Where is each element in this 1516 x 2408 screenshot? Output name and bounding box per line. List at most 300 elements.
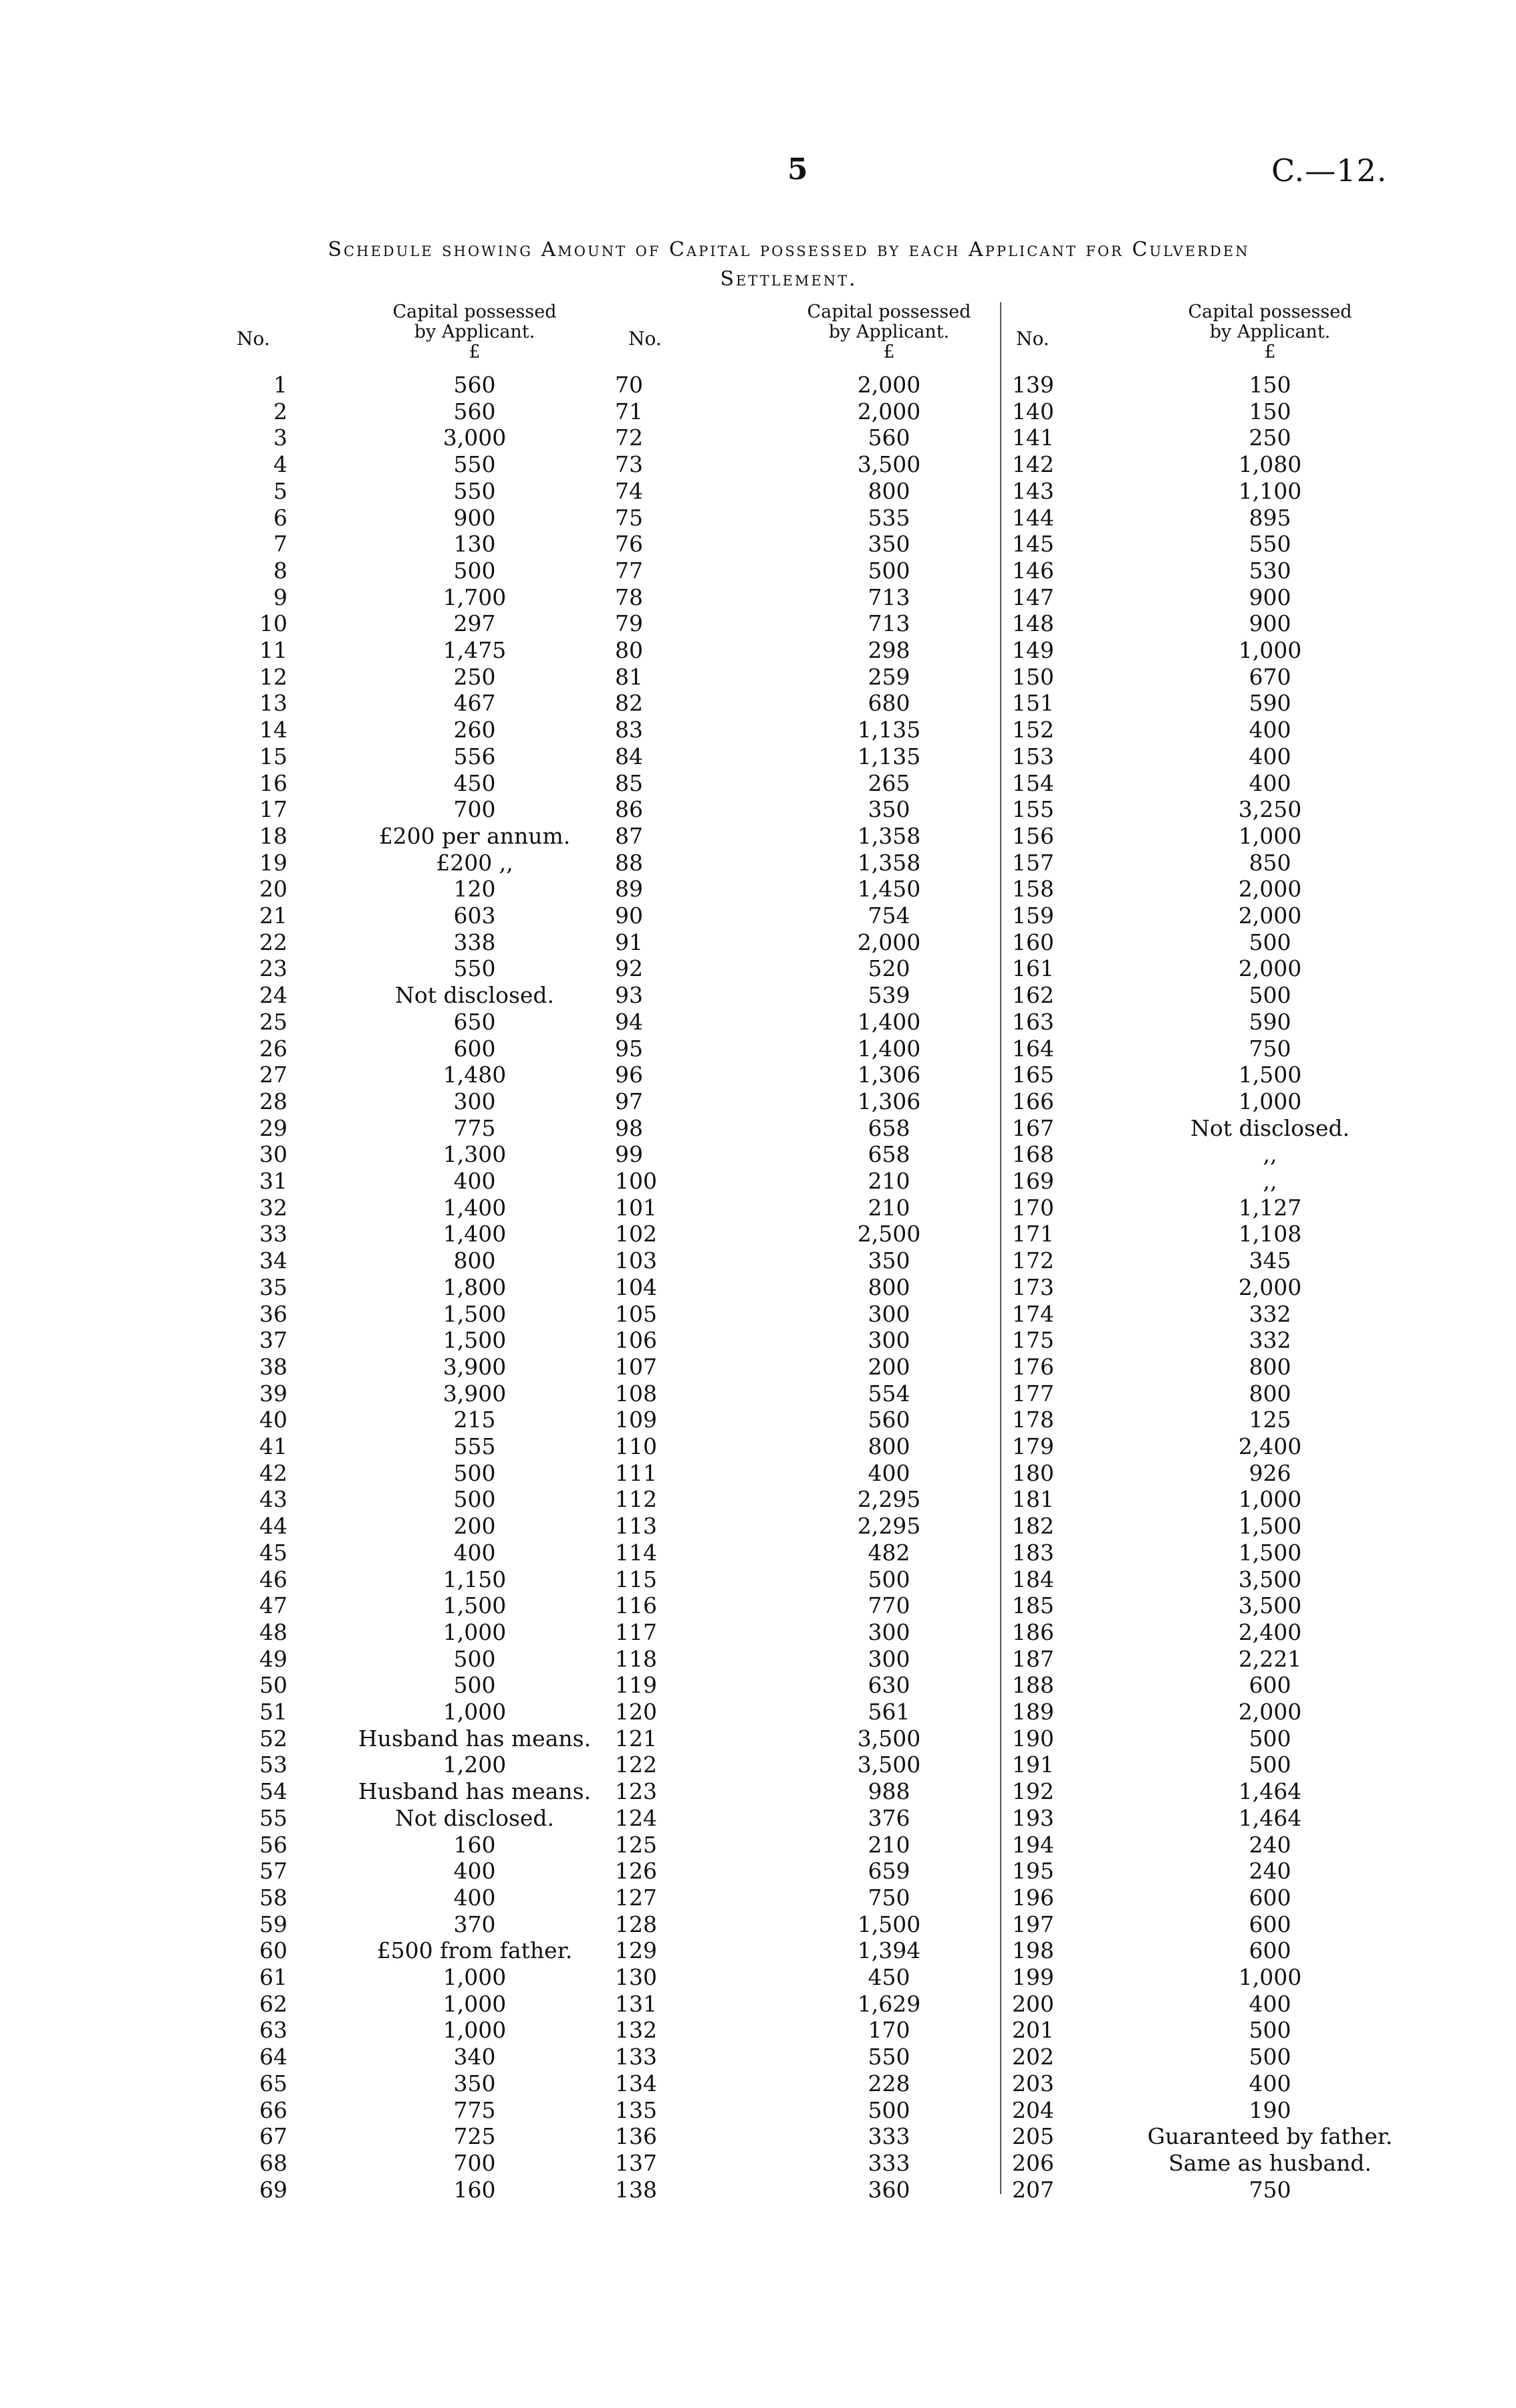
capital-amount: 350: [453, 2070, 496, 2096]
capital-amount: 600: [1249, 1672, 1291, 1699]
applicant-number: 82: [615, 690, 643, 717]
applicant-number: 28: [259, 1088, 287, 1114]
capital-amount: 120: [453, 876, 496, 902]
column-header-capital: [307, 302, 642, 362]
applicant-number: 59: [259, 1911, 287, 1937]
applicant-number: 57: [259, 1858, 287, 1885]
applicant-number: 201: [1012, 2017, 1054, 2044]
capital-amount: 926: [1249, 1459, 1291, 1486]
applicant-number: 160: [1012, 929, 1054, 955]
applicant-number: 42: [259, 1459, 287, 1486]
applicant-number: 71: [615, 398, 643, 425]
applicant-number: 117: [615, 1618, 657, 1645]
applicant-number: 16: [259, 769, 287, 796]
capital-amount: 500: [453, 1459, 496, 1486]
applicant-number: 116: [615, 1592, 657, 1619]
applicant-number: 165: [1012, 1062, 1054, 1088]
applicant-number: 175: [1012, 1327, 1054, 1354]
capital-amount: 1,000: [1238, 637, 1302, 663]
applicant-number: 157: [1012, 849, 1054, 876]
applicant-number: 32: [259, 1194, 287, 1221]
capital-amount: 1,500: [443, 1300, 507, 1327]
capital-amount: 770: [868, 1592, 910, 1619]
capital-amount: 350: [868, 1247, 910, 1274]
capital-amount: 680: [868, 690, 910, 717]
capital-amount: 658: [868, 1114, 910, 1141]
applicant-number: 147: [1012, 584, 1054, 610]
capital-amount: 160: [453, 1831, 496, 1858]
capital-amount: 539: [868, 982, 910, 1009]
applicant-number: 174: [1012, 1300, 1054, 1327]
applicant-number: 80: [615, 637, 643, 663]
capital-amount: 2,000: [1238, 1274, 1302, 1300]
capital-amount: 550: [453, 955, 496, 982]
capital-amount: 400: [453, 1539, 496, 1566]
capital-header-line-2: by Applicant.: [828, 322, 950, 342]
applicant-number: 17: [259, 796, 287, 823]
capital-amount: 603: [453, 902, 496, 929]
applicant-number: 56: [259, 1831, 287, 1858]
applicant-number: 112: [615, 1486, 657, 1513]
applicant-number: 194: [1012, 1831, 1054, 1858]
applicant-number: 65: [259, 2070, 287, 2096]
applicant-number: 40: [259, 1407, 287, 1433]
capital-amount: 800: [868, 477, 910, 504]
applicant-number: 96: [615, 1062, 643, 1088]
capital-header-line-1: Capital possessed: [1188, 302, 1352, 322]
applicant-number: 84: [615, 743, 643, 769]
capital-amount: 520: [868, 955, 910, 982]
applicant-number: 100: [615, 1168, 657, 1194]
capital-amount: 550: [453, 477, 496, 504]
applicant-number: 77: [615, 557, 643, 584]
capital-amount: 1,306: [857, 1062, 921, 1088]
capital-header-line-2: by Applicant.: [1209, 322, 1331, 342]
capital-amount: 150: [1249, 398, 1291, 425]
applicant-number: 5: [273, 477, 287, 504]
applicant-number: 203: [1012, 2070, 1054, 2096]
applicant-number: 140: [1012, 398, 1054, 425]
applicant-number: 142: [1012, 451, 1054, 478]
applicant-number: 187: [1012, 1645, 1054, 1672]
capital-amount: 400: [1249, 743, 1291, 769]
capital-header-currency: £: [469, 342, 481, 362]
applicant-number: 91: [615, 929, 643, 955]
capital-amount: 1,108: [1238, 1221, 1302, 1247]
capital-amount: 800: [453, 1247, 496, 1274]
applicant-number: 192: [1012, 1778, 1054, 1805]
applicant-number: 55: [259, 1804, 287, 1831]
column-header-no: No.: [628, 328, 662, 350]
applicant-number: 26: [259, 1035, 287, 1062]
applicant-number: 148: [1012, 610, 1054, 637]
applicant-number: 121: [615, 1725, 657, 1752]
applicant-number: 58: [259, 1884, 287, 1911]
applicant-number: 127: [615, 1884, 657, 1911]
applicant-number: 114: [615, 1539, 657, 1566]
applicant-number: 200: [1012, 1990, 1054, 2017]
capital-amount: 900: [1249, 584, 1291, 610]
applicant-number: 7: [273, 531, 287, 558]
applicant-number: 111: [615, 1459, 657, 1486]
capital-amount: 1,800: [443, 1274, 507, 1300]
applicant-number: 66: [259, 2096, 287, 2123]
applicant-number: 47: [259, 1592, 287, 1619]
applicant-number: 27: [259, 1062, 287, 1088]
capital-amount: 3,500: [857, 1752, 921, 1778]
applicant-number: 135: [615, 2096, 657, 2123]
applicant-number: 90: [615, 902, 643, 929]
applicant-number: 87: [615, 822, 643, 849]
capital-amount: 800: [868, 1274, 910, 1300]
capital-amount: 297: [453, 610, 496, 637]
applicant-number: 23: [259, 955, 287, 982]
applicant-number: 19: [259, 849, 287, 876]
capital-amount: 350: [868, 796, 910, 823]
capital-amount: 630: [868, 1672, 910, 1699]
applicant-number: 137: [615, 2149, 657, 2176]
capital-amount: 400: [1249, 2070, 1291, 2096]
applicant-number: 106: [615, 1327, 657, 1354]
applicant-number: 153: [1012, 743, 1054, 769]
capital-amount: 265: [868, 769, 910, 796]
capital-amount: 600: [1249, 1937, 1291, 1964]
applicant-number: 1: [273, 372, 287, 398]
capital-amount: 2,400: [1238, 1618, 1302, 1645]
applicant-number: 18: [259, 822, 287, 849]
applicant-number: 190: [1012, 1725, 1054, 1752]
capital-amount: 228: [868, 2070, 910, 2096]
applicant-number: 24: [259, 982, 287, 1009]
applicant-number: 163: [1012, 1008, 1054, 1035]
applicant-number: 119: [615, 1672, 657, 1699]
capital-amount: 482: [868, 1539, 910, 1566]
applicant-number: 197: [1012, 1911, 1054, 1937]
applicant-number: 50: [259, 1672, 287, 1699]
capital-amount: 700: [453, 2149, 496, 2176]
capital-amount: 1,394: [857, 1937, 921, 1964]
capital-amount: £200 per annum.: [378, 822, 571, 849]
capital-amount: £200 ,,: [436, 849, 513, 876]
applicant-number: 158: [1012, 876, 1054, 902]
applicant-number: 199: [1012, 1964, 1054, 1990]
capital-amount: 3,900: [443, 1380, 507, 1407]
applicant-number: 169: [1012, 1168, 1054, 1194]
applicant-number: 170: [1012, 1194, 1054, 1221]
capital-amount: ,,: [1263, 1141, 1277, 1168]
applicant-number: 73: [615, 451, 643, 478]
applicant-number: 171: [1012, 1221, 1054, 1247]
capital-amount: 1,500: [443, 1327, 507, 1354]
capital-amount: 1,000: [1238, 1486, 1302, 1513]
applicant-number: 179: [1012, 1433, 1054, 1459]
applicant-number: 110: [615, 1433, 657, 1459]
capital-amount: 1,000: [1238, 1088, 1302, 1114]
capital-amount: 1,200: [443, 1752, 507, 1778]
capital-amount: 500: [868, 557, 910, 584]
capital-amount: 400: [453, 1884, 496, 1911]
capital-amount: 561: [868, 1699, 910, 1725]
capital-amount: 500: [1249, 2044, 1291, 2070]
applicant-number: 118: [615, 1645, 657, 1672]
applicant-number: 70: [615, 372, 643, 398]
capital-amount: 1,400: [857, 1035, 921, 1062]
applicant-number: 97: [615, 1088, 643, 1114]
schedule-title-line-1: Schedule showing Amount of Capital possessed by each Applicant for Culverden: [328, 238, 1250, 261]
capital-amount: 298: [868, 637, 910, 663]
capital-amount: 590: [1249, 1008, 1291, 1035]
applicant-number: 115: [615, 1566, 657, 1592]
applicant-number: 195: [1012, 1858, 1054, 1885]
capital-amount: 240: [1249, 1858, 1291, 1885]
capital-amount: 3,500: [857, 451, 921, 478]
applicant-number: 205: [1012, 2123, 1054, 2150]
applicant-number: 85: [615, 769, 643, 796]
capital-amount: 210: [868, 1831, 910, 1858]
applicant-number: 123: [615, 1778, 657, 1805]
applicant-number: 145: [1012, 531, 1054, 558]
applicant-number: 92: [615, 955, 643, 982]
applicant-number: 72: [615, 425, 643, 451]
capital-amount: 560: [868, 1407, 910, 1433]
applicant-number: 151: [1012, 690, 1054, 717]
capital-amount: 190: [1249, 2096, 1291, 2123]
capital-amount: 750: [868, 1884, 910, 1911]
applicant-number: 107: [615, 1353, 657, 1380]
applicant-number: 124: [615, 1804, 657, 1831]
applicant-number: 43: [259, 1486, 287, 1513]
applicant-number: 133: [615, 2044, 657, 2070]
capital-amount: 450: [453, 769, 496, 796]
applicant-number: 30: [259, 1141, 287, 1168]
capital-amount: 554: [868, 1380, 910, 1407]
capital-amount: 1,000: [1238, 822, 1302, 849]
applicant-number: 79: [615, 610, 643, 637]
applicant-number: 37: [259, 1327, 287, 1354]
capital-amount: 2,000: [857, 372, 921, 398]
capital-amount: 600: [1249, 1911, 1291, 1937]
capital-amount: 1,306: [857, 1088, 921, 1114]
applicant-number: 13: [259, 690, 287, 717]
applicant-number: 35: [259, 1274, 287, 1300]
capital-amount: Same as husband.: [1168, 2149, 1372, 2176]
capital-amount: 1,464: [1238, 1778, 1302, 1805]
capital-amount: 2,295: [857, 1486, 921, 1513]
applicant-number: 172: [1012, 1247, 1054, 1274]
applicant-number: 94: [615, 1008, 643, 1035]
capital-amount: Guaranteed by father.: [1147, 2123, 1393, 2150]
applicant-number: 44: [259, 1513, 287, 1540]
applicant-number: 193: [1012, 1804, 1054, 1831]
applicant-number: 76: [615, 531, 643, 558]
applicant-number: 138: [615, 2176, 657, 2203]
applicant-number: 61: [259, 1964, 287, 1990]
capital-amount: 3,250: [1238, 796, 1302, 823]
capital-amount: 750: [1249, 1035, 1291, 1062]
capital-amount: 332: [1249, 1300, 1291, 1327]
capital-amount: 750: [1249, 2176, 1291, 2203]
capital-amount: 900: [453, 504, 496, 531]
capital-amount: 2,000: [1238, 876, 1302, 902]
applicant-number: 207: [1012, 2176, 1054, 2203]
capital-amount: 240: [1249, 1831, 1291, 1858]
capital-amount: 3,900: [443, 1353, 507, 1380]
applicant-number: 184: [1012, 1566, 1054, 1592]
applicant-number: 182: [1012, 1513, 1054, 1540]
capital-amount: 3,500: [1238, 1566, 1302, 1592]
capital-header-line-2: by Applicant.: [414, 322, 535, 342]
applicant-number: 141: [1012, 425, 1054, 451]
applicant-number: 159: [1012, 902, 1054, 929]
capital-amount: 300: [868, 1645, 910, 1672]
applicant-number: 143: [1012, 477, 1054, 504]
applicant-number: 108: [615, 1380, 657, 1407]
capital-amount: 650: [453, 1008, 496, 1035]
applicant-number: 102: [615, 1221, 657, 1247]
capital-amount: 713: [868, 610, 910, 637]
capital-amount: 500: [453, 1486, 496, 1513]
capital-amount: 550: [868, 2044, 910, 2070]
capital-amount: Not disclosed.: [1190, 1114, 1350, 1141]
capital-amount: 850: [1249, 849, 1291, 876]
applicant-number: 48: [259, 1618, 287, 1645]
capital-header-line-1: Capital possessed: [392, 302, 557, 322]
applicant-number: 177: [1012, 1380, 1054, 1407]
capital-amount: 590: [1249, 690, 1291, 717]
column-header-capital: [715, 302, 1063, 362]
applicant-number: 101: [615, 1194, 657, 1221]
applicant-number: 64: [259, 2044, 287, 2070]
capital-amount: 340: [453, 2044, 496, 2070]
capital-amount: 467: [453, 690, 496, 717]
applicant-number: 99: [615, 1141, 643, 1168]
capital-amount: 400: [453, 1858, 496, 1885]
applicant-number: 78: [615, 584, 643, 610]
column-divider: [1000, 302, 1001, 2194]
capital-amount: 300: [453, 1088, 496, 1114]
applicant-number: 3: [273, 425, 287, 451]
capital-amount: 1,127: [1238, 1194, 1302, 1221]
capital-amount: 500: [1249, 1725, 1291, 1752]
capital-amount: 500: [453, 557, 496, 584]
capital-amount: 300: [868, 1300, 910, 1327]
capital-amount: 150: [1249, 372, 1291, 398]
capital-amount: 1,475: [443, 637, 507, 663]
applicant-number: 202: [1012, 2044, 1054, 2070]
capital-amount: 1,480: [443, 1062, 507, 1088]
capital-amount: £500 from father.: [376, 1937, 573, 1964]
applicant-number: 86: [615, 796, 643, 823]
applicant-number: 164: [1012, 1035, 1054, 1062]
applicant-number: 67: [259, 2123, 287, 2150]
applicant-number: 39: [259, 1380, 287, 1407]
capital-amount: 2,000: [1238, 955, 1302, 982]
applicant-number: 178: [1012, 1407, 1054, 1433]
capital-amount: 500: [868, 2096, 910, 2123]
applicant-number: 33: [259, 1221, 287, 1247]
capital-amount: 1,500: [443, 1592, 507, 1619]
capital-amount: 500: [1249, 2017, 1291, 2044]
applicant-number: 54: [259, 1778, 287, 1805]
capital-amount: 370: [453, 1911, 496, 1937]
capital-header-line-1: Capital possessed: [807, 302, 971, 322]
capital-amount: 560: [868, 425, 910, 451]
applicant-number: 188: [1012, 1672, 1054, 1699]
capital-amount: 800: [1249, 1353, 1291, 1380]
capital-amount: 338: [453, 929, 496, 955]
capital-amount: 300: [868, 1327, 910, 1354]
capital-amount: 1,135: [857, 743, 921, 769]
capital-amount: 988: [868, 1778, 910, 1805]
capital-amount: 775: [453, 1114, 496, 1141]
applicant-number: 75: [615, 504, 643, 531]
capital-amount: 3,000: [443, 425, 507, 451]
capital-amount: 400: [868, 1459, 910, 1486]
capital-amount: 2,221: [1238, 1645, 1302, 1672]
capital-amount: 400: [1249, 1990, 1291, 2017]
column-header-capital: [1096, 302, 1444, 362]
capital-amount: 2,000: [1238, 902, 1302, 929]
applicant-number: 149: [1012, 637, 1054, 663]
capital-amount: 1,500: [1238, 1062, 1302, 1088]
applicant-number: 167: [1012, 1114, 1054, 1141]
capital-amount: 170: [868, 2017, 910, 2044]
capital-amount: 215: [453, 1407, 496, 1433]
capital-amount: 1,500: [857, 1911, 921, 1937]
applicant-number: 9: [273, 584, 287, 610]
capital-amount: 200: [868, 1353, 910, 1380]
applicant-number: 69: [259, 2176, 287, 2203]
capital-amount: 345: [1249, 1247, 1291, 1274]
capital-amount: 2,000: [1238, 1699, 1302, 1725]
capital-amount: Not disclosed.: [394, 982, 555, 1009]
capital-amount: 2,400: [1238, 1433, 1302, 1459]
applicant-number: 38: [259, 1353, 287, 1380]
capital-amount: 500: [453, 1672, 496, 1699]
applicant-number: 131: [615, 1990, 657, 2017]
applicant-number: 168: [1012, 1141, 1054, 1168]
applicant-number: 52: [259, 1725, 287, 1752]
applicant-number: 62: [259, 1990, 287, 2017]
applicant-number: 196: [1012, 1884, 1054, 1911]
applicant-number: 134: [615, 2070, 657, 2096]
capital-amount: 300: [868, 1618, 910, 1645]
capital-amount: 1,400: [443, 1221, 507, 1247]
applicant-number: 105: [615, 1300, 657, 1327]
applicant-number: 125: [615, 1831, 657, 1858]
capital-amount: 1,400: [857, 1008, 921, 1035]
applicant-number: 51: [259, 1699, 287, 1725]
column-header-no: No.: [1016, 328, 1049, 350]
applicant-number: 8: [273, 557, 287, 584]
applicant-number: 12: [259, 663, 287, 690]
applicant-number: 122: [615, 1752, 657, 1778]
capital-amount: 333: [868, 2123, 910, 2150]
capital-amount: 535: [868, 504, 910, 531]
capital-amount: 250: [1249, 425, 1291, 451]
page-number: 5: [787, 152, 808, 187]
capital-amount: 1,000: [443, 1618, 507, 1645]
applicant-number: 166: [1012, 1088, 1054, 1114]
capital-amount: 400: [1249, 769, 1291, 796]
capital-amount: 500: [1249, 982, 1291, 1009]
applicant-number: 10: [259, 610, 287, 637]
capital-amount: 1,500: [1238, 1539, 1302, 1566]
capital-amount: 376: [868, 1804, 910, 1831]
applicant-number: 81: [615, 663, 643, 690]
capital-amount: 500: [868, 1566, 910, 1592]
applicant-number: 144: [1012, 504, 1054, 531]
